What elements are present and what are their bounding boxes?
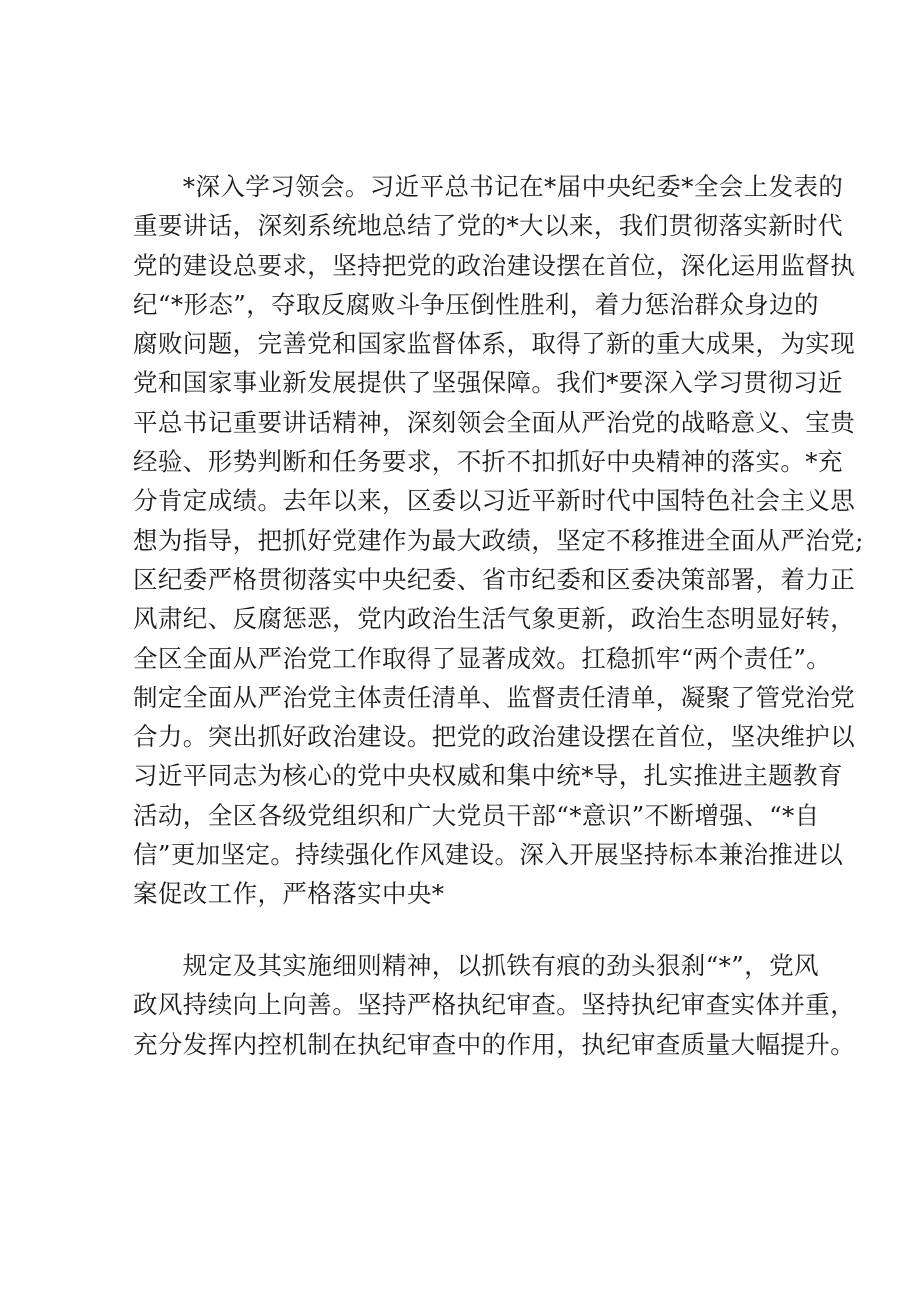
text-line: 制定全面从严治党主体责任清单、监督责任清单，凝聚了管党治党	[133, 682, 856, 712]
paragraph-1	[133, 167, 864, 914]
text-line: 腐败问题，完善党和国家监督体系，取得了新的重大成果，为实现	[133, 329, 856, 359]
text-line: 纪“*形态”，夺取反腐败斗争压倒性胜利，着力惩治群众身边的	[133, 289, 819, 319]
text-line: *深入学习领会。习近平总书记在*届中央纪委*全会上发表的	[133, 172, 844, 201]
text-line: 平总书记重要讲话精神，深刻领会全面从严治党的战略意义、宝贵	[133, 407, 856, 437]
text-line: 全区全面从严治党工作取得了显著成效。扛稳抓牢“两个责任”。	[133, 643, 832, 673]
paragraph-2	[133, 946, 856, 1064]
text-line: 分肯定成绩。去年以来，区委以习近平新时代中国特色社会主义思	[133, 486, 856, 516]
text-line: 案促改工作，严格落实中央*	[133, 879, 445, 909]
text-line: 想为指导，把抓好党建作为最大政绩，坚定不移推进全面从严治党;	[133, 525, 864, 555]
text-line: 党和国家事业新发展提供了坚强保障。我们*要深入学习贯彻习近	[133, 368, 843, 398]
text-line: 经验、形势判断和任务要求，不折不扣抓好中央精神的落实。*充	[133, 447, 843, 477]
text-line: 信”更加坚定。持续强化作风建设。深入开展坚持标本兼治推进以	[133, 840, 844, 870]
text-line: 合力。突出抓好政治建设。把党的政治建设摆在首位，坚决维护以	[133, 722, 856, 752]
text-line: 重要讲话，深刻系统地总结了党的*大以来，我们贯彻落实新时代	[133, 211, 843, 241]
text-line: 习近平同志为核心的党中央权威和集中统*导，扎实推进主题教育	[133, 761, 843, 791]
text-line: 规定及其实施细则精神，以抓铁有痕的劲头狠刹“*”，党风	[133, 951, 819, 980]
text-line: 党的建设总要求，坚持把党的政治建设摆在首位，深化运用监督执	[133, 250, 856, 280]
text-line: 风肃纪、反腐惩恶，党内政治生活气象更新，政治生态明显好转，	[133, 604, 856, 634]
text-line: 政风持续向上向善。坚持严格执纪审查。坚持执纪审查实体并重，	[133, 990, 856, 1020]
text-line: 活动，全区各级党组织和广大党员干部“*意识”不断增强、“*自	[133, 800, 820, 830]
text-line: 充分发挥内控机制在执纪审查中的作用，执纪审查质量大幅提升。	[133, 1029, 856, 1059]
text-line: 区纪委严格贯彻落实中央纪委、省市纪委和区委决策部署，着力正	[133, 564, 856, 594]
